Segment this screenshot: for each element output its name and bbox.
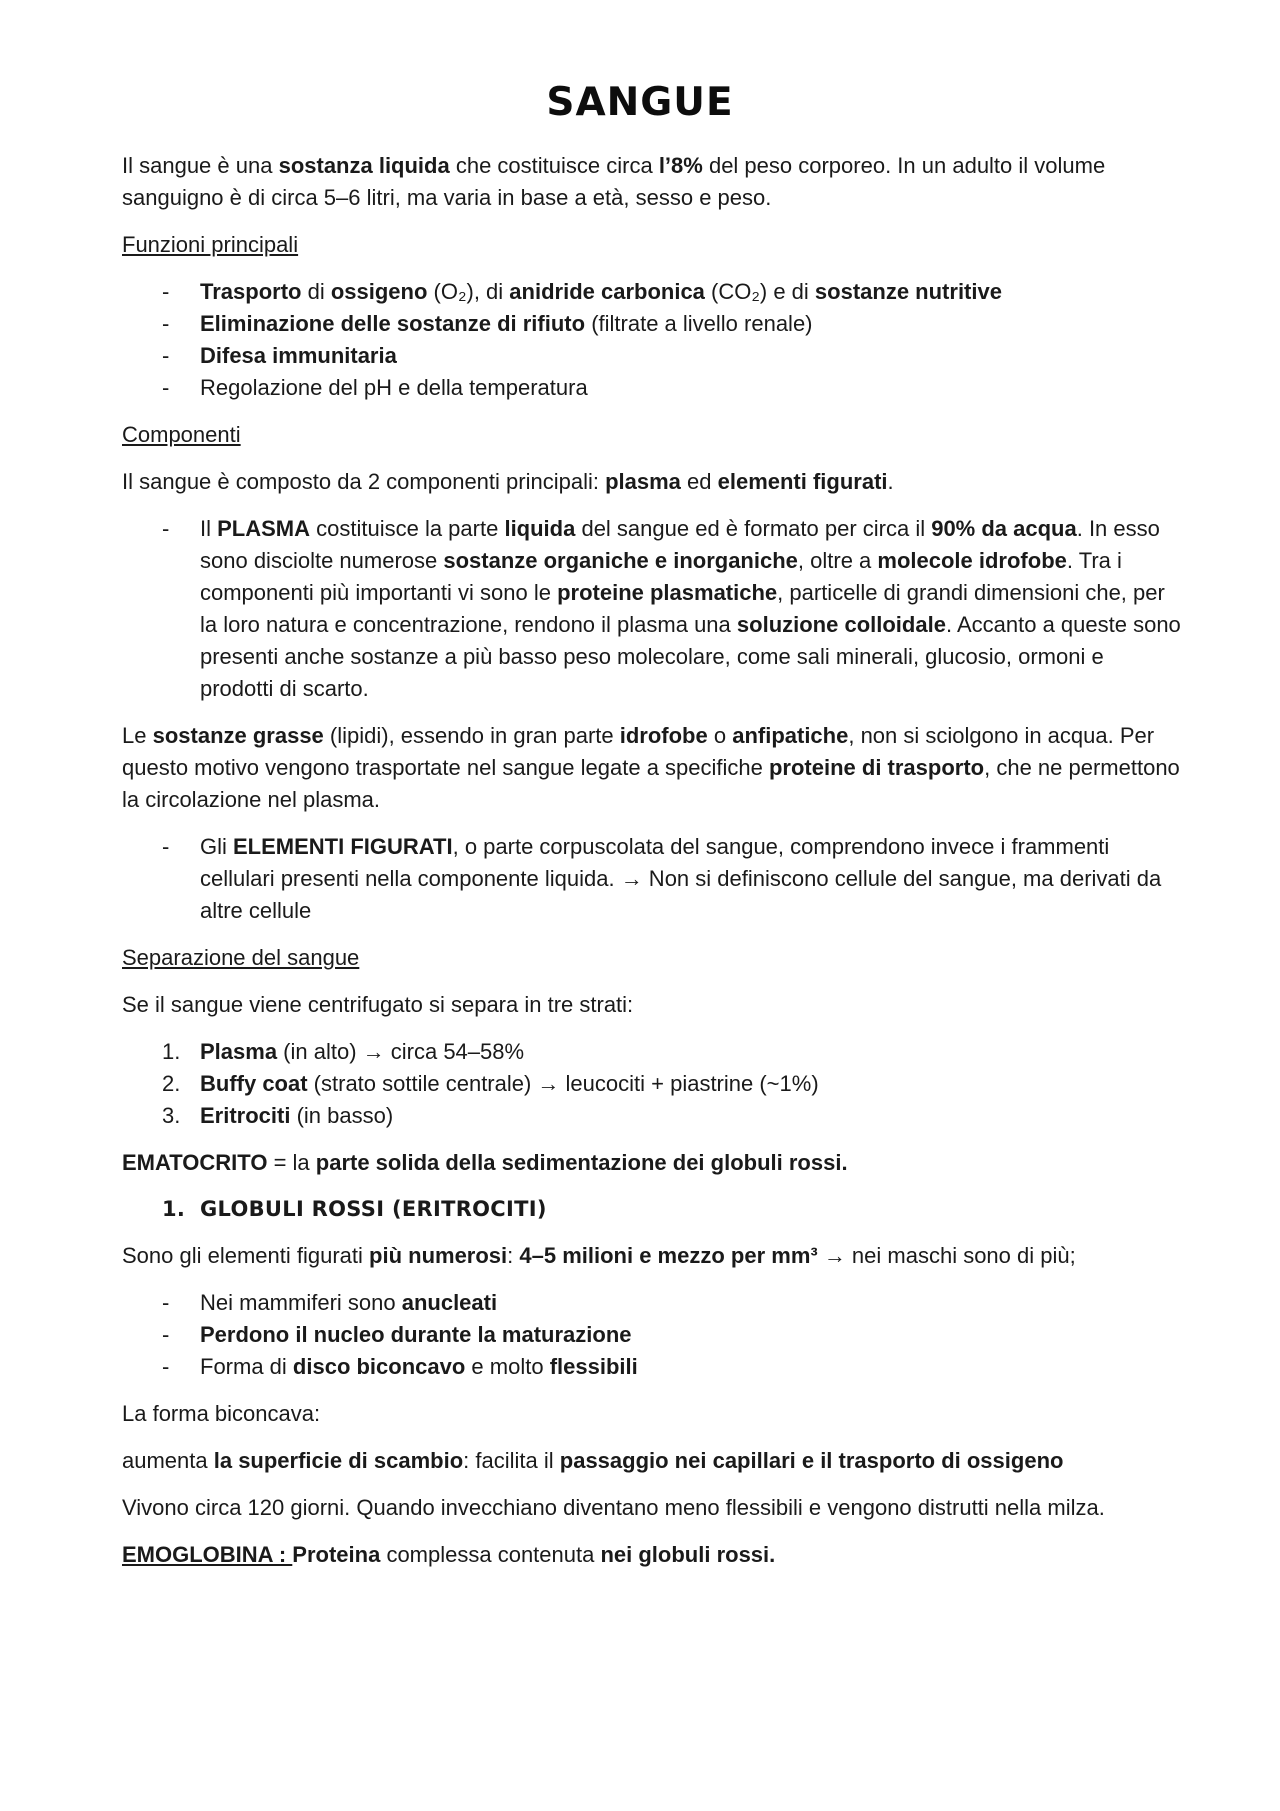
document-title: SANGUE bbox=[546, 80, 734, 125]
section-heading-componenti: Componenti bbox=[122, 422, 241, 447]
section-heading-separazione: Separazione del sangue bbox=[122, 945, 360, 970]
separazione-paragraph: Se il sangue viene centrifugato si separa in tre strati: bbox=[122, 992, 634, 1017]
list-item: - Forma di disco biconcavo e molto flessibili bbox=[122, 1351, 1182, 1383]
bold-text: elementi figurati bbox=[717, 469, 888, 494]
list-item: - Trasporto di ossigeno (O₂), di anidride carbonica (CO₂) e di sostanze nutritive bbox=[122, 276, 1182, 308]
bold-text: più numerosi bbox=[369, 1243, 508, 1268]
bold-text: flessibili bbox=[549, 1354, 638, 1379]
list-item: 3. Eritrociti (in basso) bbox=[122, 1100, 1182, 1132]
list-item-elementi-figurati: - Gli ELEMENTI FIGURATI, o parte corpuscolata del sangue, comprendono invece i frammenti cellulari presenti nella componente liquida. → Non si definiscono cellule del sangue, ma derivati da altre cellule bbox=[122, 831, 1182, 927]
bold-text: molecole idrofobe bbox=[877, 548, 1067, 573]
bold-text: Trasporto bbox=[200, 279, 302, 304]
list-bullet: - bbox=[162, 1290, 170, 1315]
emoglobina-paragraph: EMOGLOBINA : Proteina complessa contenuta nei globuli rossi. bbox=[122, 1542, 776, 1567]
list-number: 1. bbox=[162, 1039, 181, 1064]
bold-text: Eritrociti bbox=[200, 1103, 291, 1128]
list-item: 2. Buffy coat (strato sottile centrale) → leucociti + piastrine (~1%) bbox=[122, 1068, 1182, 1100]
list-bullet: - bbox=[162, 375, 170, 400]
list-item bbox=[122, 340, 1182, 372]
bold-text: sostanze grasse bbox=[152, 723, 324, 748]
componenti-paragraph: Il sangue è composto da 2 componenti principali: plasma ed elementi figurati. bbox=[122, 469, 894, 494]
bold-text: ELEMENTI FIGURATI bbox=[233, 834, 453, 859]
ematocrito-paragraph: EMATOCRITO = la parte solida della sedimentazione dei globuli rossi. bbox=[122, 1150, 848, 1175]
elementi-list bbox=[122, 831, 1182, 927]
list-item: - Eliminazione delle sostanze di rifiuto (filtrate a livello renale) bbox=[122, 308, 1182, 340]
heading-number: 1. bbox=[162, 1197, 186, 1221]
bold-text: passaggio nei capillari e il trasporto di ossigeno bbox=[559, 1448, 1064, 1473]
bold-text: soluzione colloidale bbox=[736, 612, 946, 637]
document-body bbox=[122, 150, 1182, 1571]
bold-text: 4–5 milioni e mezzo per mm³ bbox=[519, 1243, 818, 1268]
list-number: 3. bbox=[162, 1103, 181, 1128]
bold-text: nei globuli rossi. bbox=[600, 1542, 776, 1567]
list-bullet: - bbox=[162, 311, 170, 336]
bold-text: Plasma bbox=[200, 1039, 278, 1064]
bold-text: anfipatiche bbox=[732, 723, 849, 748]
list-item: 1. Plasma (in alto) → circa 54–58% bbox=[122, 1036, 1182, 1068]
bold-text: sostanze nutritive bbox=[814, 279, 1002, 304]
bold-text: idrofobe bbox=[619, 723, 708, 748]
bold-text: parte solida della sedimentazione dei globuli rossi. bbox=[315, 1150, 848, 1175]
bold-text: sostanze organiche e inorganiche bbox=[443, 548, 798, 573]
aumenta-paragraph: aumenta la superficie di scambio: facilita il passaggio nei capillari e il trasporto di ossigeno bbox=[122, 1448, 1064, 1473]
bold-text: disco biconcavo bbox=[292, 1354, 466, 1379]
list-bullet: - bbox=[162, 1322, 170, 1347]
list-item: - Nei mammiferi sono anucleati bbox=[122, 1287, 1182, 1319]
bold-text: anidride carbonica bbox=[509, 279, 705, 304]
bold-text: plasma bbox=[605, 469, 681, 494]
bold-text: EMATOCRITO bbox=[122, 1150, 268, 1175]
list-bullet: - bbox=[162, 343, 170, 368]
forma-paragraph: La forma biconcava: bbox=[122, 1401, 321, 1426]
vivono-paragraph: Vivono circa 120 giorni. Quando invecchiano diventano meno flessibili e vengono distrutti nella milza. bbox=[122, 1495, 1105, 1520]
bold-text: Buffy coat bbox=[200, 1071, 308, 1096]
list-item-plasma: - Il PLASMA costituisce la parte liquida del sangue ed è formato per circa il 90% da acqua. In esso sono disciolte numerose sostanze organiche e inorganiche, oltre a molecole idrofobe. Tra i componenti più importanti vi sono le proteine plasmatiche, particelle di grandi dimensioni che, per la loro natura e concentrazione, rendono il plasma una soluzione colloidale. Accanto a queste sono presenti anche sostanze a più basso peso molecolare, come sali minerali, glucosio, ormoni e prodotti di scarto. bbox=[122, 513, 1182, 705]
section-heading-globuli-rossi bbox=[122, 1193, 1182, 1225]
list-item bbox=[122, 1319, 1182, 1351]
bold-text: la superficie di scambio bbox=[213, 1448, 464, 1473]
bold-text: Proteina bbox=[292, 1542, 381, 1567]
bold-text: EMOGLOBINA : bbox=[122, 1542, 293, 1567]
intro-paragraph: Il sangue è una sostanza liquida che costituisce circa l’8% del peso corporeo. In un adulto il volume sanguigno è di circa 5–6 litri, ma varia in base a età, sesso e peso. bbox=[122, 153, 1106, 210]
list-bullet: - bbox=[162, 516, 170, 541]
bold-text: PLASMA bbox=[217, 516, 311, 541]
sostanze-grasse-paragraph: Le sostanze grasse (lipidi), essendo in gran parte idrofobe o anfipatiche, non si sciolgono in acqua. Per questo motivo vengono trasportate nel sangue legate a specifiche proteine di trasporto, che ne permettono la circolazione nel plasma. bbox=[122, 723, 1180, 812]
bold-text: 90% da acqua bbox=[931, 516, 1077, 541]
bold-text: proteine plasmatiche bbox=[557, 580, 778, 605]
list-bullet: - bbox=[162, 834, 170, 859]
heading-text: GLOBULI ROSSI (ERITROCITI) bbox=[200, 1197, 547, 1221]
bold-text: liquida bbox=[504, 516, 576, 541]
globuli-paragraph: Sono gli elementi figurati più numerosi: 4–5 milioni e mezzo per mm³ → nei maschi sono di più; bbox=[122, 1243, 1076, 1268]
list-bullet: - bbox=[162, 279, 170, 304]
plasma-list bbox=[122, 513, 1182, 705]
bold-text: proteine di trasporto bbox=[768, 755, 985, 780]
bold-text: sostanza liquida bbox=[278, 153, 450, 178]
section-heading-funzioni: Funzioni principali bbox=[122, 232, 299, 257]
strati-list bbox=[122, 1036, 1182, 1132]
list-item: - Regolazione del pH e della temperatura bbox=[122, 372, 1182, 404]
bold-text: ossigeno bbox=[330, 279, 428, 304]
bold-text: Perdono il nucleo durante la maturazione bbox=[200, 1322, 632, 1347]
bold-text: Difesa immunitaria bbox=[200, 343, 397, 368]
bold-text: anucleati bbox=[401, 1290, 498, 1315]
list-bullet: - bbox=[162, 1354, 170, 1379]
funzioni-list bbox=[122, 276, 1182, 404]
list-number: 2. bbox=[162, 1071, 181, 1096]
globuli-list bbox=[122, 1287, 1182, 1383]
bold-text: Eliminazione delle sostanze di rifiuto bbox=[200, 311, 586, 336]
bold-text: l’8% bbox=[658, 153, 703, 178]
